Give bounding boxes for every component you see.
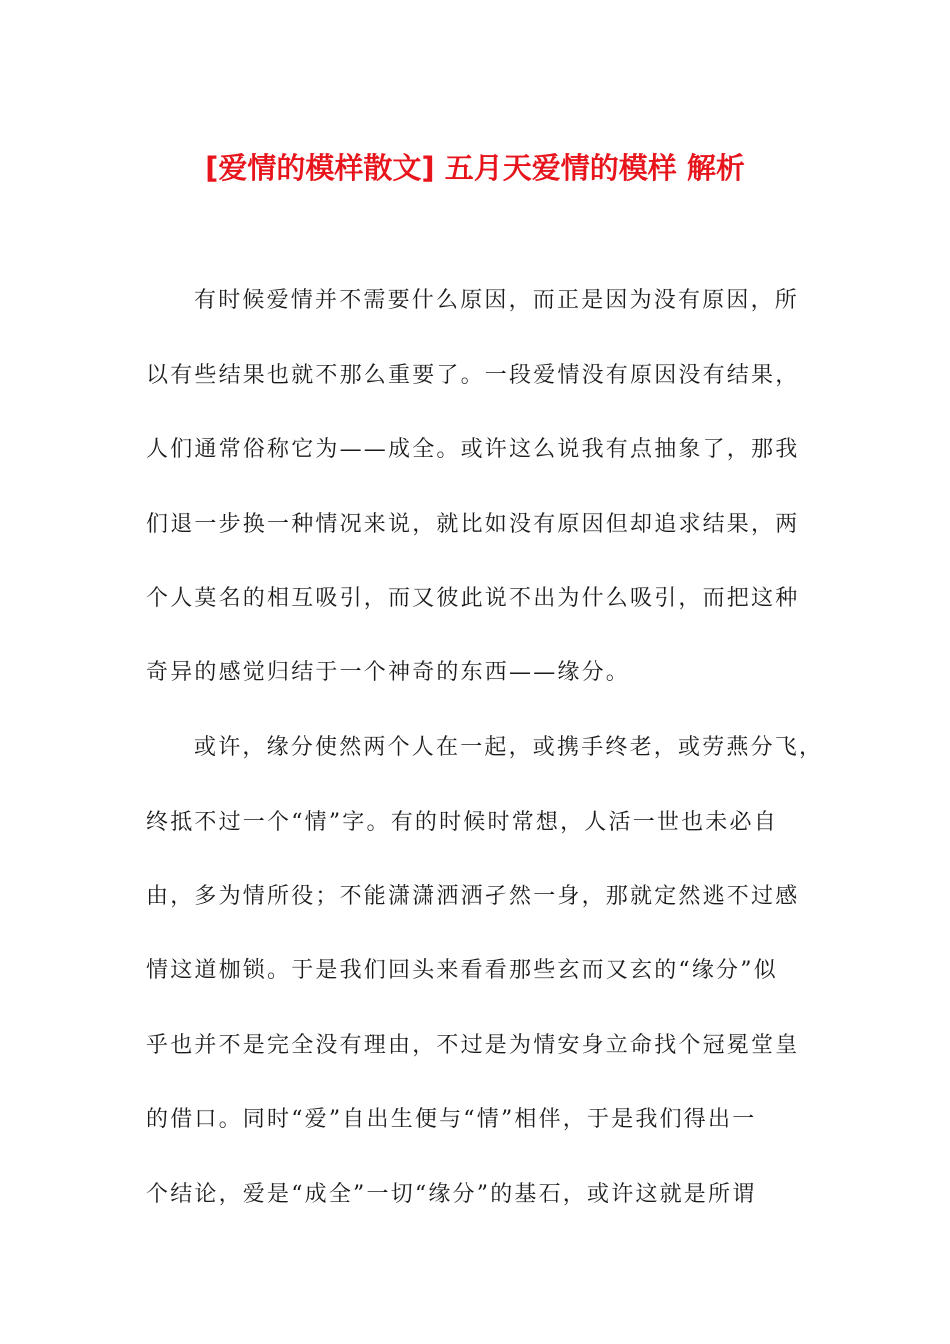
paragraph-line: 或许，缘分使然两个人在一起，或携手终老，或劳燕分飞， [194, 735, 824, 760]
paragraph-line: 的借口。同时“爱”自出生便与“情”相伴，于是我们得出一 [146, 1107, 757, 1132]
paragraph-line: 终抵不过一个“情”字。有的时候时常想，人活一世也未必自 [146, 810, 778, 835]
paragraph-line: 由，多为情所役；不能潇潇洒洒孑然一身，那就定然逃不过感 [146, 884, 800, 909]
paragraph-line: 奇异的感觉归结于一个神奇的东西——缘分。 [146, 660, 631, 685]
paragraph-line: 个人莫名的相互吸引，而又彼此说不出为什么吸引，而把这种 [146, 586, 800, 611]
paragraph-line: 有时候爱情并不需要什么原因，而正是因为没有原因，所 [194, 288, 800, 313]
paragraph-line: 以有些结果也就不那么重要了。一段爱情没有原因没有结果， [146, 363, 800, 388]
paragraph-line: 们退一步换一种情况来说，就比如没有原因但却追求结果，两 [146, 512, 800, 537]
document-title: [爱情的模样散文] 五月天爱情的模样 解析 [205, 151, 745, 185]
paragraph-line: 人们通常俗称它为——成全。或许这么说我有点抽象了，那我 [146, 437, 800, 462]
paragraph-line: 乎也并不是完全没有理由，不过是为情安身立命找个冠冕堂皇 [146, 1033, 800, 1058]
paragraph-line: 个结论，爱是“成全”一切“缘分”的基石，或许这就是所谓 [146, 1182, 757, 1207]
paragraph-line: 情这道枷锁。于是我们回头来看看那些玄而又玄的“缘分”似 [146, 958, 778, 983]
